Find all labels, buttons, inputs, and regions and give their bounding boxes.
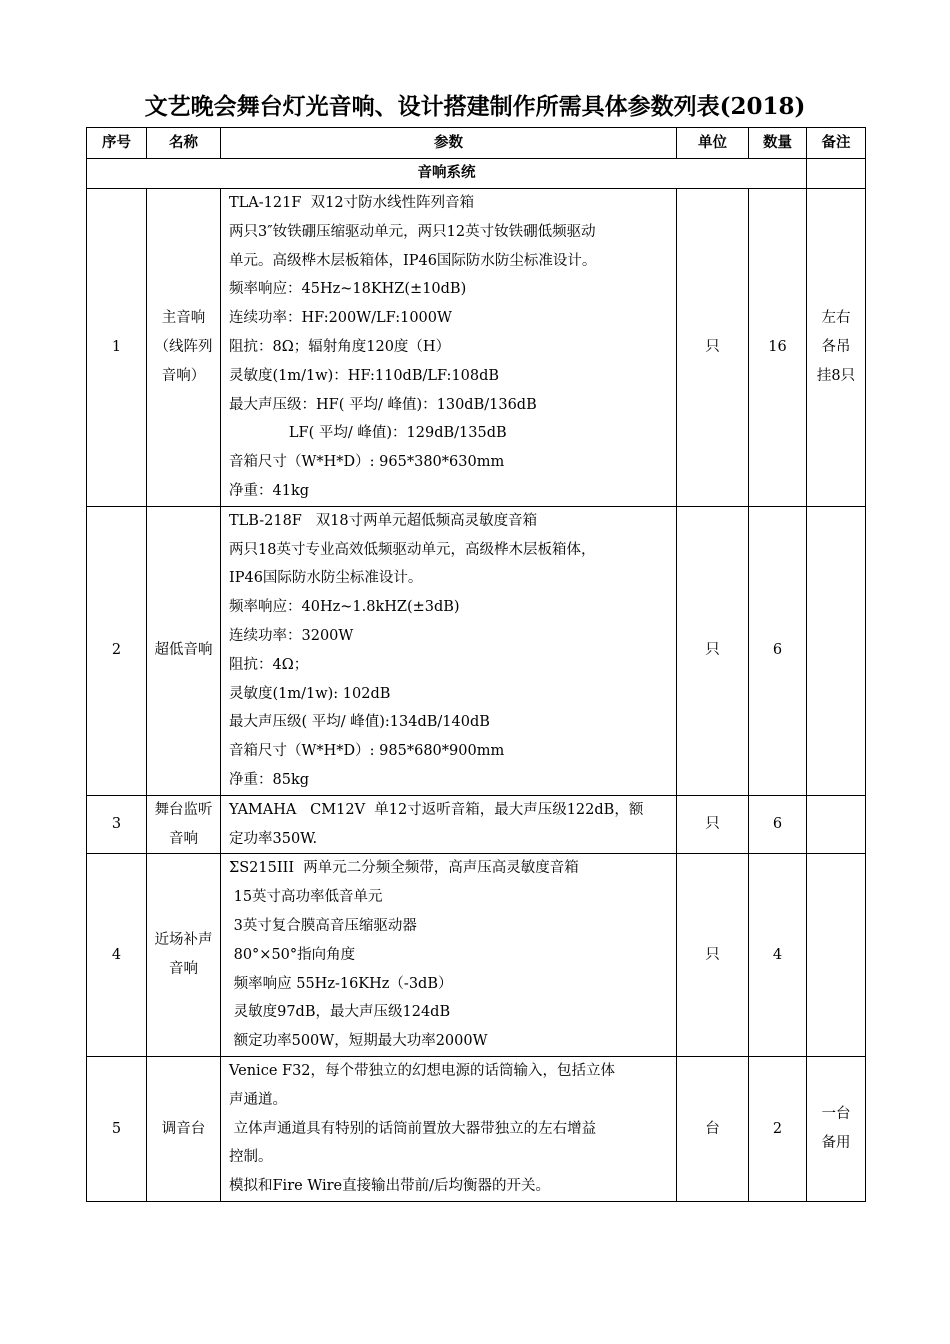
param-line: 定功率350W.	[229, 830, 318, 847]
row-unit: 只	[677, 189, 749, 507]
param-line: 模拟和Fire Wire直接输出带前/后均衡器的开关。	[229, 1178, 551, 1195]
row-note	[807, 506, 866, 795]
row-seq: 4	[87, 854, 147, 1057]
row-params	[221, 795, 677, 854]
param-line: 单元。高级桦木层板箱体，IP46国际防水防尘标准设计。	[229, 252, 597, 269]
param-line: ΣS215III 两单元二分频全频带，高声压高灵敏度音箱	[229, 860, 579, 877]
row-name: 舞台监听音响	[147, 795, 221, 854]
table-row	[87, 795, 866, 854]
row-note: 左右各吊挂8只	[807, 189, 866, 507]
param-line: 音箱尺寸（W*H*D）: 985*680*900mm	[229, 743, 505, 760]
param-line: IP46国际防水防尘标准设计。	[229, 570, 423, 587]
header-name: 名称	[147, 128, 221, 159]
header-unit: 单位	[677, 128, 749, 159]
param-line: 音箱尺寸（W*H*D）: 965*380*630mm	[229, 454, 505, 471]
param-line: 两只18英寸专业高效低频驱动单元，高级桦木层板箱体，	[229, 541, 596, 558]
row-unit: 只	[677, 795, 749, 854]
param-line: 频率响应：40Hz~1.8kHZ(±3dB)	[229, 599, 460, 616]
param-line: 15英寸高功率低音单元	[229, 889, 383, 906]
param-line: 控制。	[229, 1149, 273, 1166]
header-qty: 数量	[749, 128, 807, 159]
row-qty: 6	[749, 795, 807, 854]
param-line: LF( 平均/ 峰值)：129dB/135dB	[229, 425, 507, 442]
table-row	[87, 1056, 866, 1201]
param-line: 额定功率500W，短期最大功率2000W	[229, 1033, 488, 1050]
row-name: 超低音响	[147, 506, 221, 795]
row-params	[221, 189, 677, 507]
section-note-cell	[807, 159, 866, 189]
row-seq: 2	[87, 506, 147, 795]
table-row	[87, 189, 866, 507]
row-note	[807, 795, 866, 854]
param-line: TLB-218F 双18寸两单元超低频高灵敏度音箱	[229, 512, 538, 529]
row-params	[221, 854, 677, 1057]
param-line: Venice F32，每个带独立的幻想电源的话筒输入，包括立体	[229, 1062, 616, 1079]
row-note	[807, 854, 866, 1057]
param-line: 立体声通道具有特别的话筒前置放大器带独立的左右增益	[229, 1120, 597, 1137]
row-qty: 6	[749, 506, 807, 795]
row-name: 近场补声音响	[147, 854, 221, 1057]
param-line: 阻抗：4Ω；	[229, 656, 309, 673]
row-params	[221, 506, 677, 795]
param-line: 净重：41kg	[229, 482, 310, 499]
row-params	[221, 1056, 677, 1201]
row-qty: 2	[749, 1056, 807, 1201]
header-seq: 序号	[87, 128, 147, 159]
param-line: 阻抗：8Ω；辐射角度120度（H）	[229, 338, 451, 355]
row-unit: 只	[677, 854, 749, 1057]
row-seq: 5	[87, 1056, 147, 1201]
table-row	[87, 506, 866, 795]
param-line: 最大声压级：HF( 平均/ 峰值)：130dB/136dB	[229, 396, 537, 413]
header-note: 备注	[807, 128, 866, 159]
param-line: 声通道。	[229, 1091, 287, 1108]
param-line: 灵敏度(1m/1w): 102dB	[229, 685, 391, 702]
param-line: 灵敏度97dB，最大声压级124dB	[229, 1004, 451, 1021]
row-seq: 1	[87, 189, 147, 507]
row-unit: 只	[677, 506, 749, 795]
param-line: 3英寸复合膜高音压缩驱动器	[229, 917, 417, 934]
param-line: 灵敏度(1m/1w)：HF:110dB/LF:108dB	[229, 367, 500, 384]
section-row	[87, 159, 866, 189]
param-line: 频率响应：45Hz~18KHZ(±10dB)	[229, 281, 467, 298]
row-seq: 3	[87, 795, 147, 854]
param-line: 最大声压级( 平均/ 峰值):134dB/140dB	[229, 714, 490, 731]
param-line: YAMAHA CM12V 单12寸返听音箱，最大声压级122dB，额	[229, 801, 644, 818]
row-qty: 4	[749, 854, 807, 1057]
param-line: 净重：85kg	[229, 771, 310, 788]
param-line: 80°×50°指向角度	[229, 946, 356, 963]
section-title: 音响系统	[87, 159, 807, 189]
row-note: 一台备用	[807, 1056, 866, 1201]
row-unit: 台	[677, 1056, 749, 1201]
param-line: TLA-121F 双12寸防水线性阵列音箱	[229, 195, 475, 211]
param-line: 连续功率：3200W	[229, 627, 354, 644]
page-title: 文艺晚会舞台灯光音响、设计搭建制作所需具体参数列表(2018)	[144, 93, 806, 120]
header-row	[87, 128, 866, 159]
parameter-table	[86, 127, 866, 1202]
param-line: 连续功率：HF:200W/LF:1000W	[229, 310, 452, 327]
table-row	[87, 854, 866, 1057]
row-name: 调音台	[147, 1056, 221, 1201]
param-line: 两只3″钕铁硼压缩驱动单元，两只12英寸钕铁硼低频驱动	[229, 223, 596, 240]
header-param: 参数	[221, 128, 677, 159]
row-name: 主音响（线阵列音响）	[147, 189, 221, 507]
row-qty: 16	[749, 189, 807, 507]
param-line: 频率响应 55Hz-16KHz（-3dB）	[229, 975, 453, 992]
